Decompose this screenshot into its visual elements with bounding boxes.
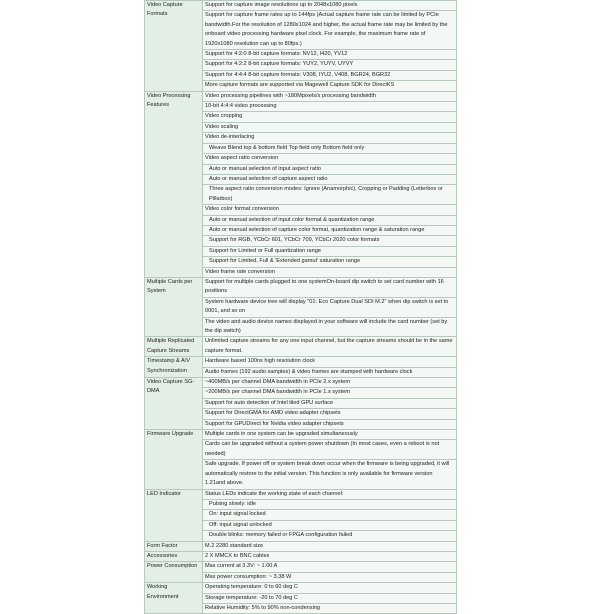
category-cell: LED Indicator bbox=[145, 489, 203, 541]
description-cell: Storage temperature: -20 to 70 deg C bbox=[203, 593, 457, 603]
description-cell: Support for Limited, Full & 'Extended gamut' saturation range bbox=[203, 257, 457, 267]
description-cell: Video color format conversion bbox=[203, 205, 457, 215]
description-cell: Video frame rate conversion bbox=[203, 267, 457, 277]
table-row bbox=[145, 430, 457, 440]
description-cell: The video and audio device names displayed in your software will include the card number (set by the dip switch) bbox=[203, 317, 457, 337]
description-cell: Video scaling bbox=[203, 122, 457, 132]
description-cell: Off: input signal unlocked bbox=[203, 520, 457, 530]
description-cell: Status LEDs indicate the working state of each channel: bbox=[203, 489, 457, 499]
category-cell: Power Consumption bbox=[145, 562, 203, 583]
description-cell: Auto or manual selection of capture aspect ratio bbox=[203, 174, 457, 184]
category-cell: Multiple Cards per System bbox=[145, 277, 203, 336]
description-cell: Double blinks: memory failed or FPGA configuration failed bbox=[203, 531, 457, 541]
description-cell: Support for capture frame rates up to 144fps (Actual capture frame rate can be limited by PCIe bandwidth.For the resolution of 1280x1024 and higher, the actual frame rate may be limited by the onboard video processing hardware pixel clock. For example, the maximum frame rate of 1920x1080 resolution can up to 80fps.) bbox=[203, 11, 457, 50]
description-cell: Support for 4:2:0 8-bit capture formats: NV12, I420, YV12 bbox=[203, 50, 457, 60]
description-cell: Pulsing slowly: idle bbox=[203, 499, 457, 509]
description-cell: On: input signal locked bbox=[203, 510, 457, 520]
category-cell: Form Factor bbox=[145, 541, 203, 551]
description-cell: Video processing pipelines with ~180Mpixels/s processing bandwidth bbox=[203, 91, 457, 101]
description-cell: Support for RGB, YCbCr 601, YCbCr 709, YCbCr 2020 color formats bbox=[203, 236, 457, 246]
table-row bbox=[145, 357, 457, 367]
description-cell: Support for Limited or Full quantization range bbox=[203, 246, 457, 256]
description-cell: Support for auto detection of Intel tiled GPU surface bbox=[203, 398, 457, 408]
table-row bbox=[145, 541, 457, 551]
category-cell: Video Capture SG-DMA bbox=[145, 378, 203, 430]
description-cell: Auto or manual selection of input aspect ratio bbox=[203, 164, 457, 174]
description-cell: 2 X MMCX to BNC cables bbox=[203, 551, 457, 561]
description-cell: Safe upgrade. If power off or system break down occur when the firmware is being upgraded, it will automatically restore to the initial version. This function is only available for firmware version 1.21and above. bbox=[203, 460, 457, 489]
table-row bbox=[145, 277, 457, 297]
description-cell: Operating temperature: 0 to 60 deg C bbox=[203, 583, 457, 593]
description-cell: ~200MB/s per channel DMA bandwidth in PCIe 1.x system bbox=[203, 388, 457, 398]
category-cell: Accessories bbox=[145, 551, 203, 561]
description-cell: Unlimited capture streams for any one input channel, but the capture streams should be in the same capture format. bbox=[203, 337, 457, 357]
description-cell: Max power consumption: ~ 3.38 W bbox=[203, 572, 457, 582]
description-cell: Support for DirectGMA for AMD video adapter chipsets bbox=[203, 409, 457, 419]
description-cell: Audio frames (192 audio samples) & video frames are stamped with hardware clock bbox=[203, 367, 457, 377]
table-row bbox=[145, 91, 457, 101]
description-cell: Auto or manual selection of input color format & quantization range bbox=[203, 215, 457, 225]
description-cell: 10-bit 4:4:4 video processing bbox=[203, 102, 457, 112]
description-cell: Support for GPUDirect for Nvidia video adapter chipsets bbox=[203, 419, 457, 429]
category-cell: Video Processing Features bbox=[145, 91, 203, 277]
description-cell: ~400MB/s per channel DMA bandwidth in PCIe 2.x system bbox=[203, 378, 457, 388]
description-cell: Multiple cards in one system can be upgraded simultaneously bbox=[203, 430, 457, 440]
category-cell: Firmware Upgrade bbox=[145, 430, 203, 489]
description-cell: Support for 4:4:4 8-bit capture formats: V308, IYU2, V408, BGR24, BGR32 bbox=[203, 70, 457, 80]
description-cell: Auto or manual selection of capture color format, quantization range & saturation range bbox=[203, 225, 457, 235]
description-cell: More capture formats are supported via Magewell Capture SDK for DirectKS bbox=[203, 81, 457, 91]
description-cell: M.2 2280 standard size bbox=[203, 541, 457, 551]
table-row bbox=[145, 562, 457, 572]
description-cell: Max current at 3.3V: ~ 1.00 A bbox=[203, 562, 457, 572]
spec-table bbox=[144, 0, 457, 614]
table-row bbox=[145, 489, 457, 499]
category-cell: Video Capture Formats bbox=[145, 1, 203, 92]
category-cell: Working Environment bbox=[145, 583, 203, 614]
category-cell: Multiple Replicated Capture Streams bbox=[145, 337, 203, 357]
description-cell: Cards can be upgraded without a system power shutdown (In most cases, even a reboot is not needed) bbox=[203, 440, 457, 460]
category-cell: Timestamp & A/V Synchronization bbox=[145, 357, 203, 378]
description-cell: Weave Blend top & bottom field Top field only Bottom field only bbox=[203, 143, 457, 153]
table-row bbox=[145, 1, 457, 11]
spec-table-body bbox=[145, 1, 457, 614]
description-cell: Video cropping bbox=[203, 112, 457, 122]
description-cell: Video aspect ratio conversion bbox=[203, 154, 457, 164]
table-row bbox=[145, 551, 457, 561]
description-cell: Support for capture image resolutions up to 2048x1080 pixels bbox=[203, 1, 457, 11]
description-cell: Hardware based 100ns high resolution clock bbox=[203, 357, 457, 367]
description-cell: Video de-interlacing bbox=[203, 133, 457, 143]
description-cell: Support for multiple cards plugged to one systemOn-board dip switch to set card number with 16 positions bbox=[203, 277, 457, 297]
description-cell: Support for 4:2:2 8-bit capture formats: YUY2, YUYV, UYVY bbox=[203, 60, 457, 70]
table-row bbox=[145, 583, 457, 593]
description-cell: Three aspect ratio conversion modes: Ignore (Anamorphic), Cropping or Padding (Letterbox or Pillarbox) bbox=[203, 185, 457, 205]
description-cell: System hardware device tree will display "01: Eco Capture Dual SDI M.2" when dip switch is set to 0001, and so on bbox=[203, 297, 457, 317]
table-row bbox=[145, 378, 457, 388]
table-row bbox=[145, 337, 457, 357]
description-cell: Relative Humidity: 5% to 90% non-condensing bbox=[203, 603, 457, 613]
